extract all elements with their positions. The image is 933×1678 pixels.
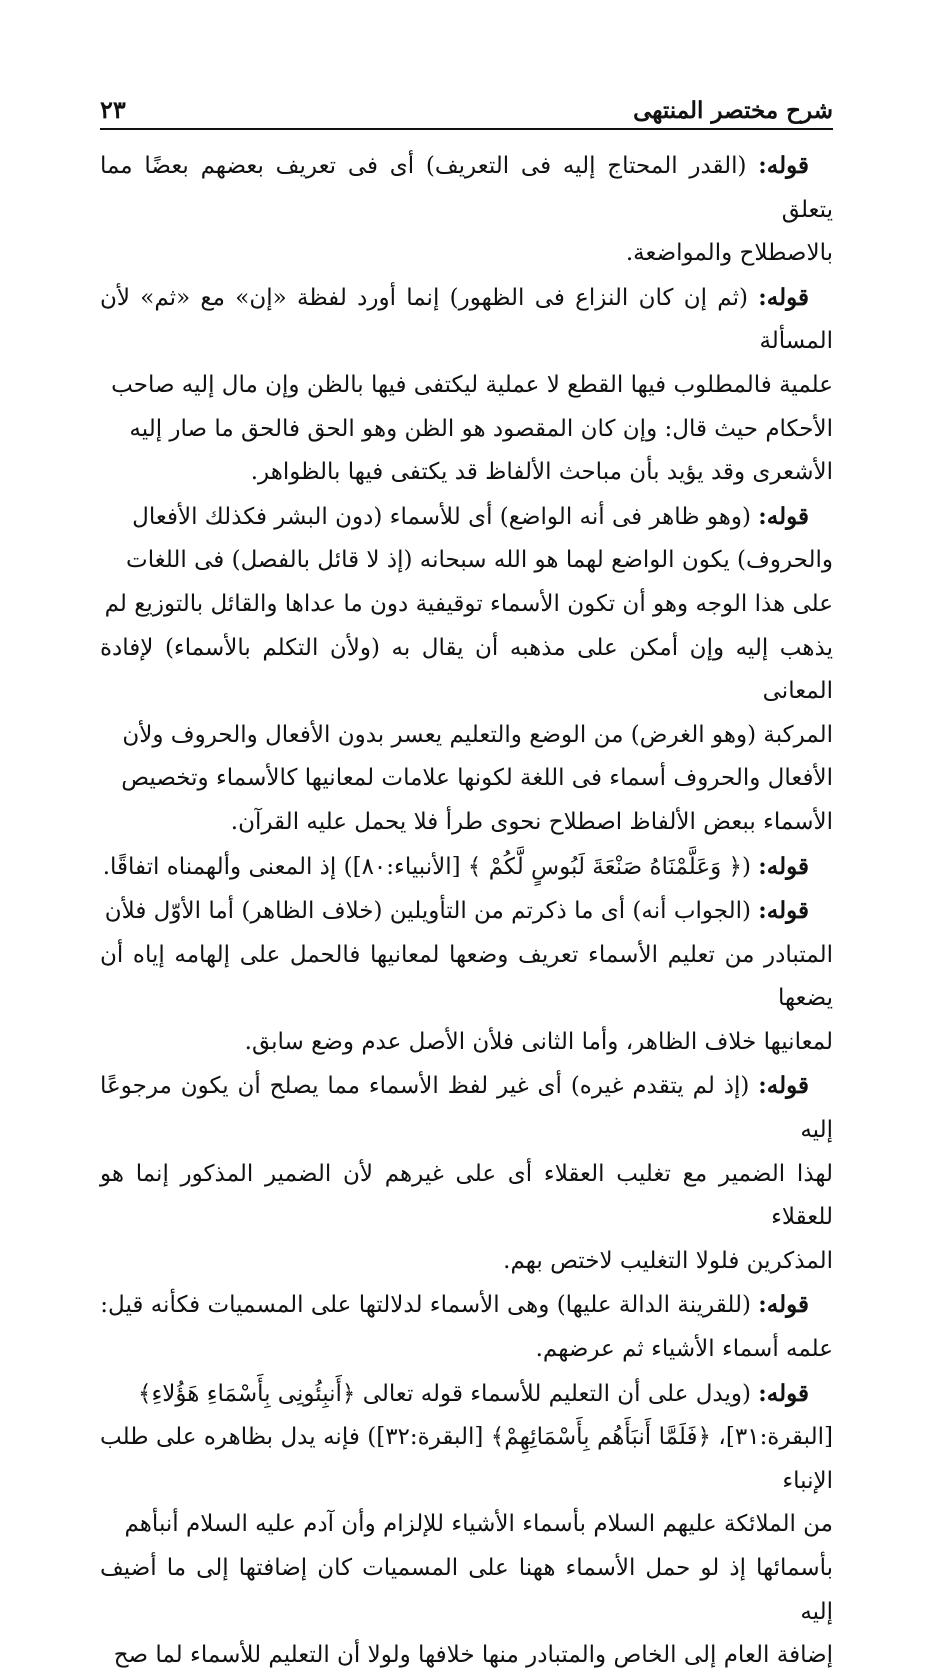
paragraph-line: لمعانيها خلاف الظاهر، وأما الثانى فلأن الأصل عدم وضع سابق. [244,1028,833,1055]
paragraph-line: الأحكام حيث قال: وإن كان المقصود هو الظن وهو الحق فالحق ما صار إليه [129,415,833,442]
paragraph-label: قوله: [758,502,809,530]
paragraph [100,144,833,276]
paragraph [100,276,833,495]
paragraph-label: قوله: [758,897,809,925]
paragraph [100,495,833,845]
page-number: ٢٣ [100,95,126,124]
paragraph-label: قوله: [758,152,809,179]
paragraph-line: من الملائكة عليهم السلام بأسماء الأشياء للإلزام وأن آدم عليه السلام أنبأهم [124,1511,833,1538]
paragraph-line: على هذا الوجه وهو أن تكون الأسماء توقيفية دون ما عداها والقائل بالتوزيع لم [104,590,833,617]
paragraph [100,1283,833,1371]
paragraph [100,845,833,890]
paragraph-line: (للقرينة الدالة عليها) وهى الأسماء لدلالتها على المسميات فكأنه قيل: [100,1292,751,1319]
paragraph-line: لهذا الضمير مع تغليب العقلاء أى على غيرهم لأن الضمير المذكور إنما هو للعقلاء [100,1160,833,1231]
paragraph [100,1372,833,1678]
paragraph-label: قوله: [758,852,809,880]
paragraph-label: قوله: [758,1291,809,1319]
running-title: شرح مختصر المنتهى [633,97,833,124]
paragraph [100,1064,833,1283]
paragraph-line: إضافة العام إلى الخاص والمتبادر منها خلافها ولولا أن التعليم للأسماء لما صح [113,1642,833,1669]
page-body [100,144,833,1678]
paragraph-line: (إذ لم يتقدم غيره) أى غير لفظ الأسماء مما يصلح أن يكون مرجوعًا إليه [100,1073,833,1144]
paragraph-line: يذهب إليه وإن أمكن على مذهبه أن يقال به (ولأن التكلم بالأسماء) لإفادة المعانى [100,634,833,705]
paragraph [100,889,833,1064]
paragraph-line: (القدر المحتاج إليه فى التعريف) أى فى تعريف بعضهم بعضًا مما يتعلق [100,153,833,223]
paragraph-line: [البقرة:٣١]، ﴿فَلَمَّا أَنبَأَهُم بِأَسْمَائِهِمْ﴾ [البقرة:٣٢]) فإنه يدل بظاهره على طلب الإنباء [100,1424,833,1494]
paragraph-line: (الجواب أنه) أى ما ذكرتم من التأويلين (خلاف الظاهر) أما الأوّل فلأن [104,898,751,925]
paragraph-line: الأفعال والحروف أسماء فى اللغة لكونها علامات لمعانيها كالأسماء وتخصيص [121,765,833,792]
paragraph-line: المتبادر من تعليم الأسماء تعريف وضعها لمعانيها فالحمل على إلهامه إياه أن يضعها [100,941,833,1012]
paragraph-label: قوله: [758,283,810,311]
paragraph-line: المذكرين فلولا التغليب لاختص بهم. [503,1247,833,1274]
paragraph-line: (ويدل على أن التعليم للأسماء قوله تعالى ﴿أَنبِئُونِى بِأَسْمَاءِ هَؤُلاءِ﴾ [137,1380,751,1407]
paragraph-line: والحروف) يكون الواضع لهما هو الله سبحانه (إذ لا قائل بالفصل) فى اللغات [126,547,833,574]
paragraph-line: (ثم إن كان النزاع فى الظهور) إنما أورد لفظة «إن» مع «ثم» لأن المسألة [100,284,833,355]
paragraph-line: علمية فالمطلوب فيها القطع لا عملية ليكتفى فيها بالظن وإن مال إليه صاحب [111,371,833,398]
paragraph-line: بالاصطلاح والمواضعة. [625,240,833,267]
paragraph-line: (وهو ظاهر فى أنه الواضع) أى للأسماء (دون البشر فكذلك الأفعال [132,503,751,530]
paragraph-line: (﴿ وَعَلَّمْنَاهُ صَنْعَةَ لَبُوسٍ لَّكُمْ ﴾ [الأنبياء:٨٠]) إذ المعنى وألهمناه اتفاقًا. [102,853,751,880]
paragraph-line: علمه أسماء الأشياء ثم عرضهم. [535,1336,833,1363]
paragraph-label: قوله: [758,1379,809,1407]
paragraph-line: الأشعرى وقد يؤيد بأن مباحث الألفاظ قد يكتفى فيها بالظواهر. [250,459,833,486]
page-header [100,84,833,130]
paragraph-line: بأسمائها إذ لو حمل الأسماء ههنا على المسميات كان إضافتها إلى ما أضيف إليه [100,1555,833,1625]
paragraph-line: المركبة (وهو الغرض) من الوضع والتعليم يعسر بدون الأفعال والحروف ولأن [122,721,833,748]
paragraph-line: الأسماء ببعض الألفاظ اصطلاح نحوى طرأ فلا يحمل عليه القرآن. [230,808,833,835]
paragraph-label: قوله: [758,1072,809,1100]
